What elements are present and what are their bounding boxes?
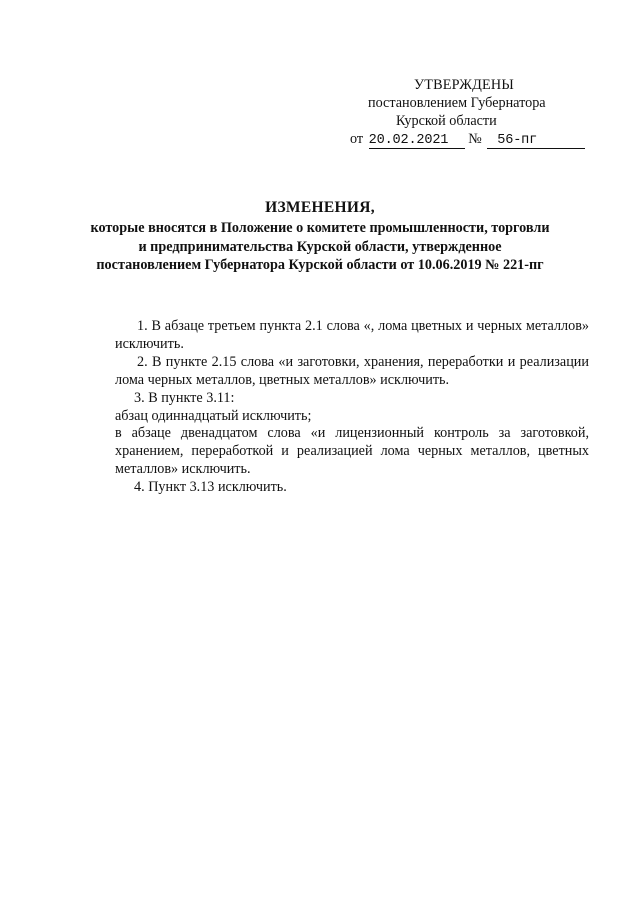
paragraph-2: 2. В пункте 2.15 слова «и заготовки, хранения, переработки и реализации лома черных металлов, цветных металлов» исключить. [115, 353, 589, 388]
heading-line-2: и предпринимательства Курской области, утвержденное [138, 238, 502, 255]
paragraph-4: абзац одиннадцатый исключить; [115, 407, 312, 424]
document-body [115, 318, 589, 497]
date-prefix: от [350, 131, 364, 147]
approval-region-line: Курской области [396, 113, 497, 129]
approval-date: 20.02.2021 [369, 133, 465, 149]
approval-issuer-line: постановлением Губернатора [368, 95, 546, 111]
approval-date-number-line [350, 130, 585, 149]
heading-line-1: которые вносятся в Положение о комитете промышленности, торговли [90, 220, 550, 236]
paragraph-1: 1. В абзаце третьем пункта 2.1 слова «, лома цветных и черных металлов» исключить. [115, 318, 589, 352]
paragraph-3: 3. В пункте 3.11: [134, 389, 235, 406]
number-prefix: № [468, 131, 482, 147]
heading-line-3: постановлением Губернатора Курской области от 10.06.2019 № 221-пг [96, 257, 544, 273]
paragraph-5: в абзаце двенадцатом слова «и лицензионный контроль за заготовкой, хранением, переработкой и реализацией лома черных металлов, цветных металлов» исключить. [115, 425, 589, 478]
paragraph-6: 4. Пункт 3.13 исключить. [134, 479, 287, 496]
document-title: ИЗМЕНЕНИЯ, [265, 199, 375, 216]
approval-number: 56-пг [487, 133, 585, 149]
approval-title: УТВЕРЖДЕНЫ [414, 77, 514, 93]
document-heading [0, 199, 640, 275]
